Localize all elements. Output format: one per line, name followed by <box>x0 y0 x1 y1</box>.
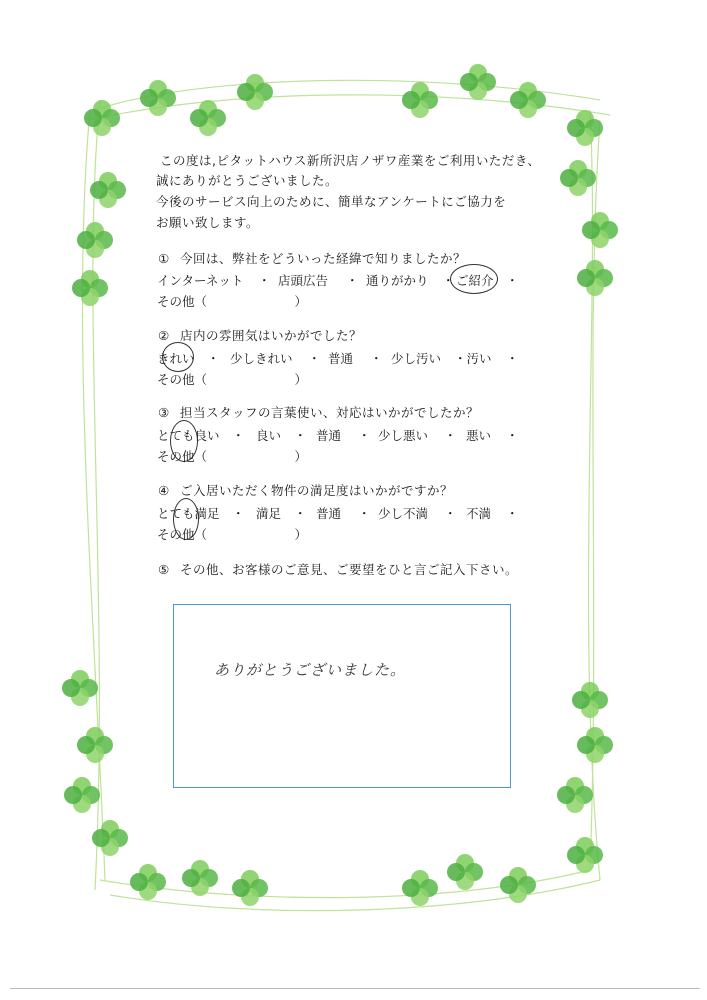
q3-option-average[interactable]: 普通 <box>316 428 342 443</box>
q1-separator: ・ <box>346 273 359 288</box>
intro-line-4: お願い致します。 <box>156 215 260 230</box>
page-edge-line <box>10 988 700 989</box>
question-5-text: その他、お客様のご意見、ご要望をひと言ご記入下さい。 <box>180 562 519 577</box>
q2-option-somewhat-clean[interactable]: 少しきれい <box>230 351 293 366</box>
q3-option-bad[interactable]: 悪い <box>466 428 492 443</box>
q4-separator: ・ <box>444 506 457 521</box>
q2-separator: ・ <box>308 351 321 366</box>
q1-separator: ・ <box>506 273 519 288</box>
q2-option-other[interactable]: その他（ ） <box>157 372 308 387</box>
q4-option-satisfied[interactable]: 満足 <box>256 506 282 521</box>
q2-separator: ・ <box>506 351 519 366</box>
q2-option-dirty[interactable]: ・汚い <box>454 351 492 366</box>
q2-separator: ・ <box>207 351 220 366</box>
q3-option-very-good[interactable]: とても良い <box>157 428 220 443</box>
question-1-text: 今回は、弊社をどういった経緯で知りましたか？ <box>180 251 467 266</box>
q4-option-dissatisfied[interactable]: 不満 <box>466 506 492 521</box>
q1-option-referral[interactable]: ご紹介 <box>456 273 494 288</box>
intro-line-2: 誠にありがとうございました。 <box>156 173 339 188</box>
q4-separator: ・ <box>506 506 519 521</box>
q1-selection-circle <box>450 264 498 294</box>
q3-separator: ・ <box>358 428 371 443</box>
q1-option-passing-by[interactable]: 通りがかり <box>366 273 429 288</box>
q3-option-good[interactable]: 良い <box>256 428 282 443</box>
q1-separator: ・ <box>442 273 455 288</box>
question-3-text: 担当スタッフの言葉使い、対応はいかがでしたか？ <box>180 405 480 420</box>
q2-option-somewhat-dirty[interactable]: 少し汚い <box>391 351 442 366</box>
q3-option-somewhat-bad[interactable]: 少し悪い <box>378 428 429 443</box>
q4-separator: ・ <box>232 506 245 521</box>
q1-separator: ・ <box>258 273 271 288</box>
handwritten-comment: ありがとうございました。 <box>214 661 407 679</box>
q3-option-other[interactable]: その他（ ） <box>157 449 308 464</box>
question-4-number: ④ <box>158 483 170 498</box>
q4-option-other[interactable]: その他（ ） <box>157 527 308 542</box>
q3-separator: ・ <box>444 428 457 443</box>
question-4-text: ご入居いただく物件の満足度はいかがですか？ <box>180 483 454 498</box>
comment-box[interactable] <box>173 604 511 788</box>
q2-selection-circle <box>162 342 194 372</box>
q4-option-very-satisfied[interactable]: とても満足 <box>157 506 220 521</box>
q2-option-average[interactable]: 普通 <box>328 351 354 366</box>
q2-separator: ・ <box>370 351 383 366</box>
q3-separator: ・ <box>506 428 519 443</box>
q1-option-storefront-ad[interactable]: 店頭広告 <box>278 273 329 288</box>
q3-separator: ・ <box>232 428 245 443</box>
q4-separator: ・ <box>294 506 307 521</box>
q4-option-somewhat-dissatisfied[interactable]: 少し不満 <box>378 506 429 521</box>
intro-line-1: この度は,ピタットハウス新所沢店ノザワ産業をご利用いただき、 <box>160 153 541 168</box>
question-5-number: ⑤ <box>158 562 170 577</box>
question-3-number: ③ <box>158 405 170 420</box>
q4-separator: ・ <box>358 506 371 521</box>
question-1-number: ① <box>158 251 170 266</box>
q2-option-clean[interactable]: きれい <box>157 351 195 366</box>
question-2-number: ② <box>158 328 170 343</box>
q4-option-average[interactable]: 普通 <box>316 506 342 521</box>
intro-line-3: 今後のサービス向上のために、簡単なアンケートにご協力を <box>156 194 507 209</box>
q3-separator: ・ <box>294 428 307 443</box>
q1-option-other[interactable]: その他（ ） <box>157 294 308 309</box>
q1-option-internet[interactable]: インターネット <box>157 273 244 288</box>
question-2-text: 店内の雰囲気はいかがでした？ <box>180 328 363 343</box>
